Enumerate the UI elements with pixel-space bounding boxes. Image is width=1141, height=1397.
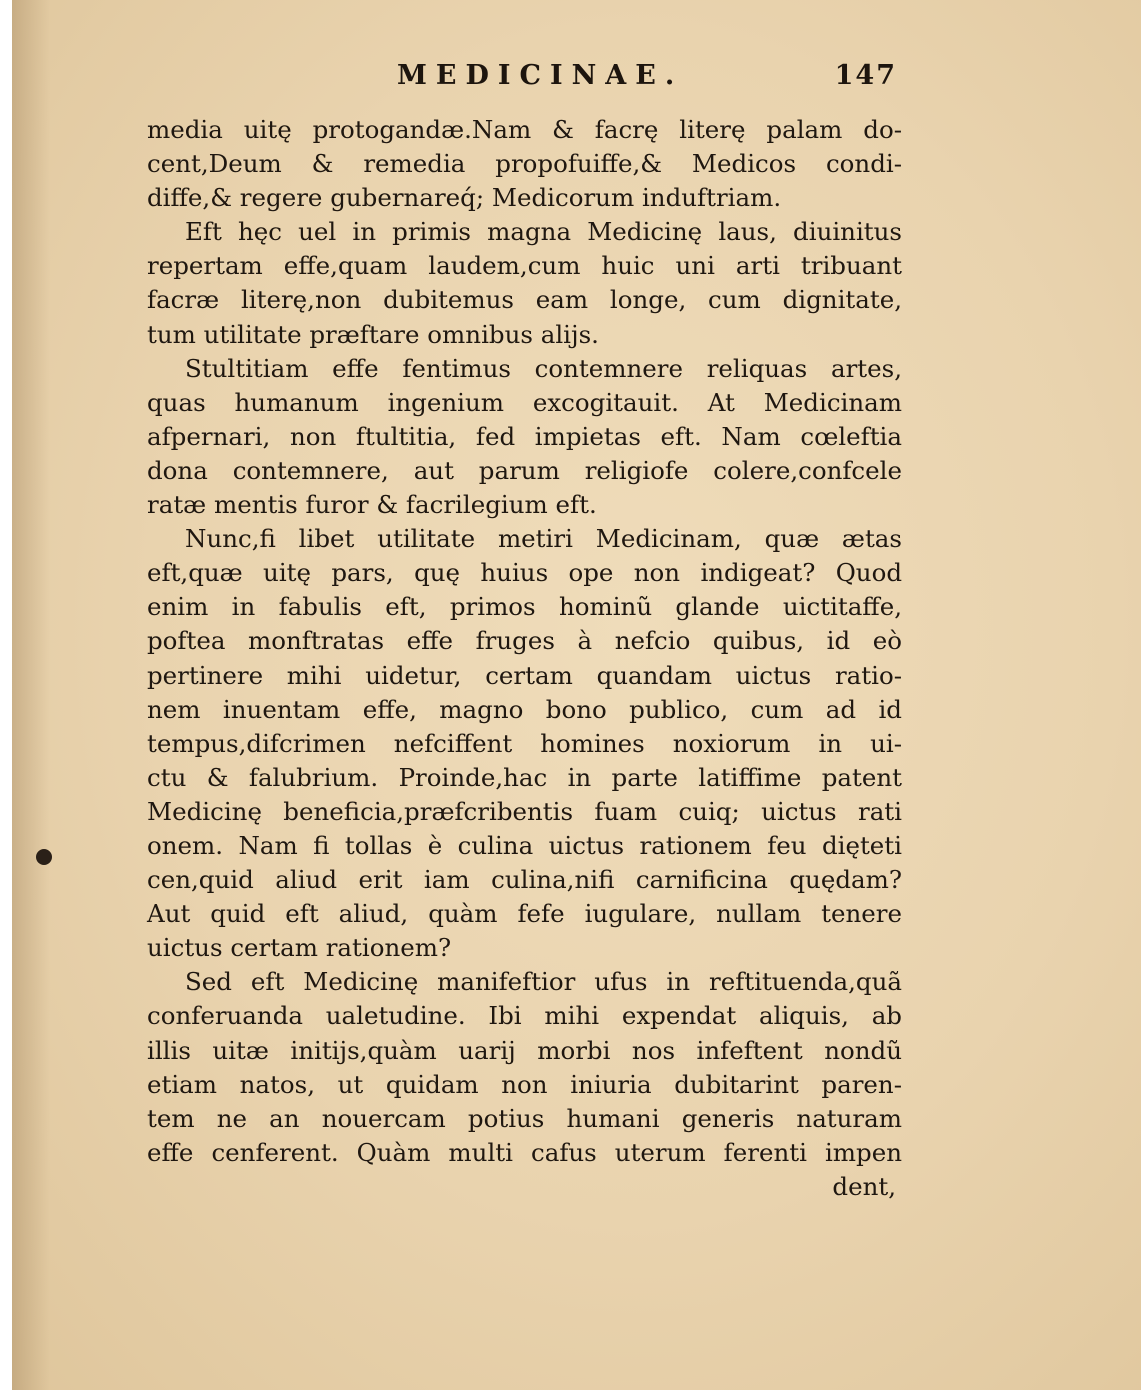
text-line: uictus certam rationem? bbox=[147, 933, 452, 963]
text-line: diffe,& regere gubernareq́; Medicorum induftriam. bbox=[147, 183, 782, 213]
text-line: enim in fabulis eft, primos hominũ glande uictitaffe, bbox=[147, 592, 902, 622]
catchword: dent, bbox=[832, 1171, 896, 1201]
text-line: tem ne an nouercam potius humani generis naturam bbox=[147, 1103, 902, 1133]
text-line: tempus,difcrimen nefciffent homines noxiorum in ui- bbox=[147, 728, 902, 758]
text-line: Aut quid eft aliud, quàm fefe iugulare, nullam tenere bbox=[147, 899, 902, 929]
text-line: dona contemnere, aut parum religiofe colere,confcele bbox=[147, 455, 902, 485]
text-line: Stultitiam effe fentimus contemnere reliquas artes, bbox=[185, 353, 902, 383]
page-header bbox=[397, 60, 897, 100]
text-line: etiam natos, ut quidam non iniuria dubitarint paren- bbox=[147, 1069, 902, 1099]
ink-speck bbox=[36, 849, 52, 865]
text-line: Medicinę beneficia,præfcribentis fuam cuiq; uictus rati bbox=[147, 796, 902, 826]
text-line: cen,quid aliud erit iam culina,nifi carnificina quędam? bbox=[147, 865, 902, 895]
text-line: effe cenferent. Quàm multi cafus uterum ferenti impen bbox=[147, 1137, 902, 1167]
text-line: Nunc,fi libet utilitate metiri Medicinam, quæ ætas bbox=[185, 524, 902, 554]
text-line: tum utilitate præftare omnibus alijs. bbox=[147, 319, 599, 349]
text-line: nem inuentam effe, magno bono publico, cum ad id bbox=[147, 694, 902, 724]
text-line: media uitę protogandæ.Nam & facrę literę palam do- bbox=[147, 115, 902, 144]
body-text bbox=[147, 113, 902, 1204]
text-line: poftea monftratas effe fruges à nefcio quibus, id eò bbox=[147, 626, 902, 656]
text-line: eft,quæ uitę pars, quę huius ope non indigeat? Quod bbox=[147, 558, 902, 588]
text-line: afpernari, non ftultitia, fed impietas eft. Nam cœleftia bbox=[147, 421, 902, 451]
text-line: pertinere mihi uidetur, certam quandam uictus ratio- bbox=[147, 660, 902, 690]
page-number: 147 bbox=[834, 60, 897, 91]
running-title: MEDICINAE. bbox=[397, 60, 684, 91]
text-line: conferuanda ualetudine. Ibi mihi expendat aliquis, ab bbox=[147, 1001, 902, 1031]
text-line: Sed eft Medicinę manifeftior ufus in reftituenda,quã bbox=[185, 967, 902, 997]
text-line: ctu & falubrium. Proinde,hac in parte latiffime patent bbox=[147, 762, 902, 792]
text-line: ratæ mentis furor & facrilegium eft. bbox=[147, 490, 597, 520]
text-line: facræ literę,non dubitemus eam longe, cum dignitate, bbox=[147, 285, 902, 315]
text-line: onem. Nam fi tollas è culina uictus rationem feu dięteti bbox=[147, 830, 902, 860]
text-line: repertam effe,quam laudem,cum huic uni arti tribuant bbox=[147, 251, 902, 281]
text-line: Eft hęc uel in primis magna Medicinę laus, diuinitus bbox=[185, 217, 902, 247]
page-scan bbox=[12, 0, 1141, 1390]
text-line: cent,Deum & remedia propofuiffe,& Medicos condi- bbox=[147, 149, 902, 179]
text-line: illis uitæ initijs,quàm uarij morbi nos infeftent nondũ bbox=[147, 1035, 902, 1065]
text-line: quas humanum ingenium excogitauit. At Medicinam bbox=[147, 387, 902, 417]
